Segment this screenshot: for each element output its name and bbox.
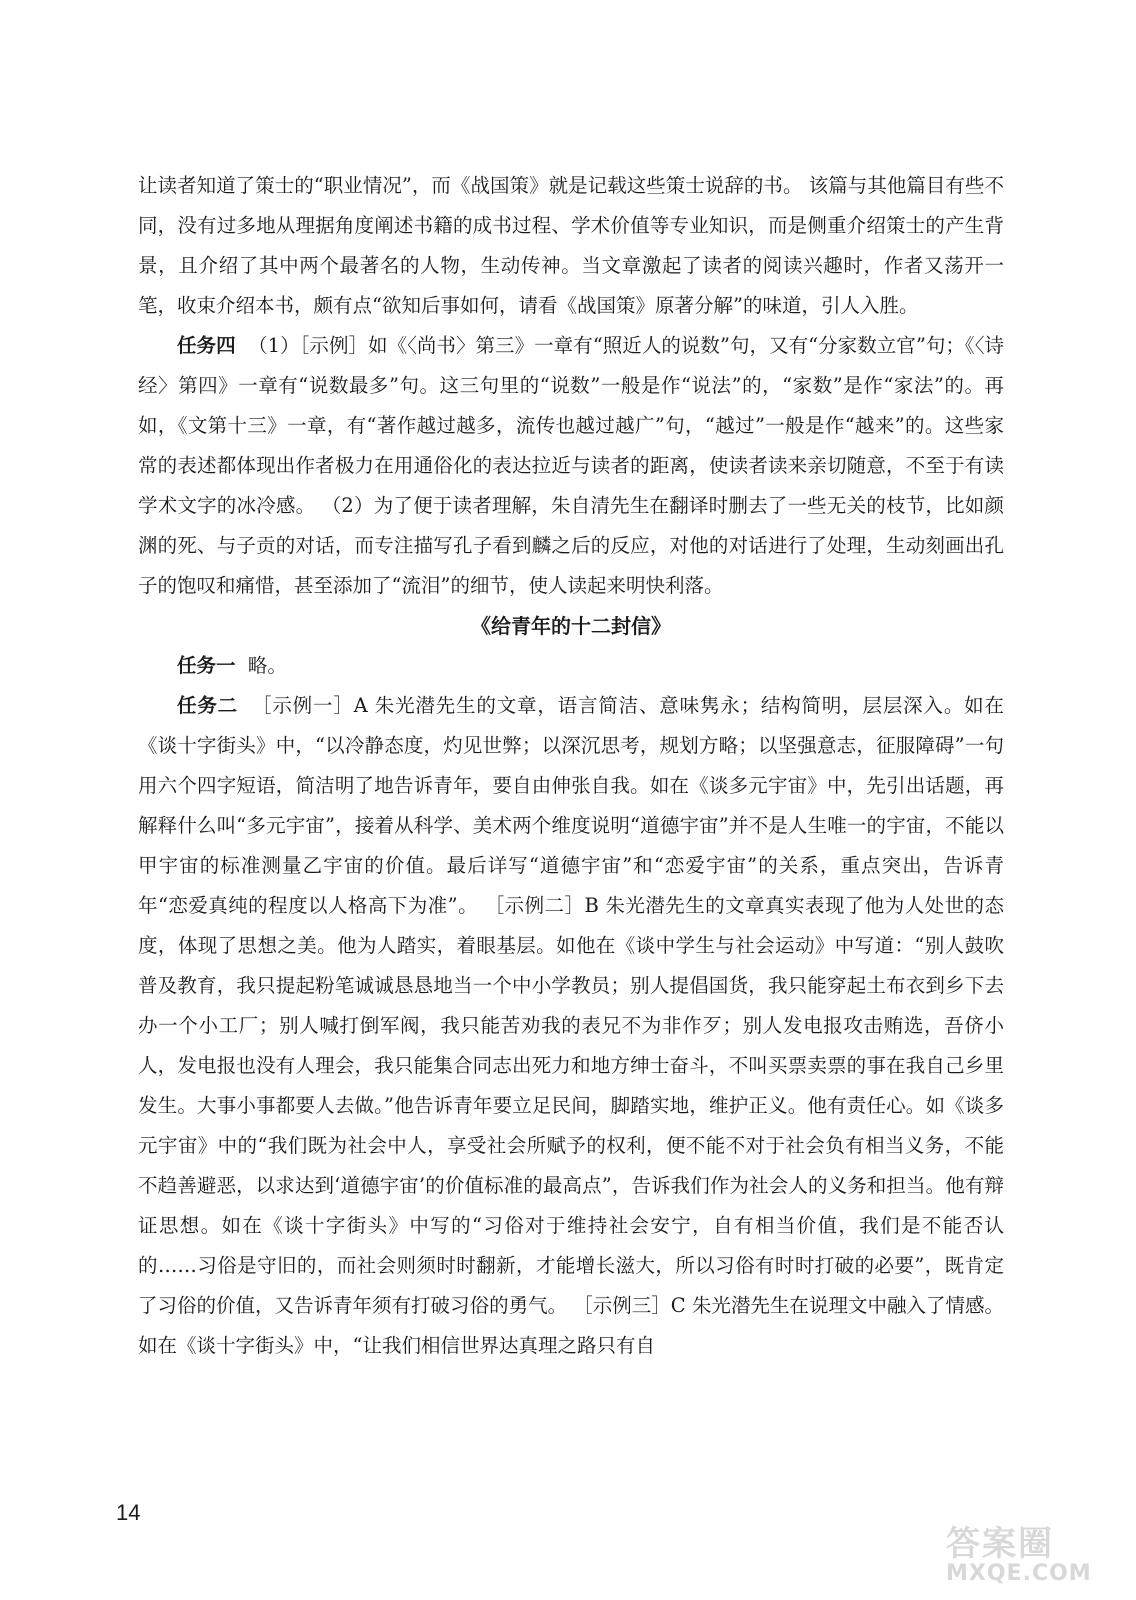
paragraph-task-one	[138, 646, 1004, 686]
answer-text-block	[138, 166, 1004, 1366]
page-number: 14	[116, 1500, 141, 1525]
paragraph-text: 略。	[247, 654, 287, 677]
paragraph-continuation	[138, 166, 1004, 326]
section-heading: 《给青年的十二封信》	[471, 614, 671, 638]
paragraph-task-two	[138, 686, 1004, 1366]
task-label: 任务二	[177, 694, 238, 717]
paragraph-text: 让读者知道了策士的“职业情况”，而《战国策》就是记载这些策士说辞的书。 该篇与其他篇目有些不同，没有过多地从理据角度阐述书籍的成书过程、学术价值等专业知识，而是侧重介绍策士的产生背景，且介绍了其中两个最著名的人物，生动传神。当文章激起了读者的阅读兴趣时，作者又荡开一笔，收束介绍本书，颇有点“欲知后事如何，请看《战国策》原著分解”的味道，引人入胜。	[138, 174, 1004, 317]
task-label: 任务四	[177, 334, 236, 357]
paragraph-text: （1）［示例］如《〈尚书〉第三》一章有“照近人的说数”句，又有“分家数立官”句；《〈诗经〉第四》一章有“说数最多”句。这三句里的“说数”一般是作“说法”的，“家数”是作“家法”的。再如，《文第十三》一章，有“著作越过越多，流传也越过越广”句，“越过”一般是作“越来”的。这些家常的表述都体现出作者极力在用通俗化的表达拉近与读者的距离，使读者读来亲切随意，不至于有读学术文字的冰冷感。 （2）为了便于读者理解，朱自清先生在翻译时删去了一些无关的枝节，比如颜渊的死、与子贡的对话，而专注描写孔子看到麟之后的反应，对他的对话进行了处理，生动刻画出孔子的饱叹和痛惜，甚至添加了“流泪”的细节，使人读起来明快利落。	[138, 334, 1004, 597]
watermark-logo-text: 答案圈	[946, 1524, 1054, 1564]
watermark-site-text: MXQE.COM	[946, 1561, 1092, 1586]
paragraph-text: ［示例一］A 朱光潜先生的文章，语言简洁、意味隽永；结构简明，层层深入。如在《谈十字街头》中，“以冷静态度，灼见世弊；以深沉思考，规划方略；以坚强意志，征服障碍”一句用六个四字短语，简洁明了地告诉青年，要自由伸张自我。如在《谈多元宇宙》中，先引出话题，再解释什么叫“多元宇宙”，接着从科学、美术两个维度说明“道德宇宙”并不是人生唯一的宇宙，不能以甲宇宙的标准测量乙宇宙的价值。最后详写“道德宇宙”和“恋爱宇宙”的关系，重点突出，告诉青年“恋爱真纯的程度以人格高下为准”。 ［示例二］B 朱光潜先生的文章真实表现了他为人处世的态度，体现了思想之美。他为人踏实，着眼基层。如他在《谈中学生与社会运动》中写道：“别人鼓吹普及教育，我只提起粉笔诚诚恳恳地当一个中小学教员；别人提倡国货，我只能穿起土布衣到乡下去办一个小工厂；别人喊打倒军阀，我只能苦劝我的表兄不为非作歹；别人发电报攻击贿选，吾侪小人，发电报也没有人理会，我只能集合同志出死力和地方绅士奋斗，不叫买票卖票的事在我自己乡里发生。大事小事都要人去做。”他告诉青年要立足民间，脚踏实地，维护正义。他有责任心。如《谈多元宇宙》中的“我们既为社会中人，享受社会所赋予的权利，便不能不对于社会负有相当义务，不能不趋善避恶，以求达到‘道德宇宙’的价值标准的最高点”，告诉我们作为社会人的义务和担当。他有辩证思想。如在《谈十字街头》中写的“习俗对于维持社会安宁，自有相当价值，我们是不能否认的……习俗是守旧的，而社会则须时时翻新，才能增长滋大，所以习俗有时时打破的必要”，既肯定了习俗的价值，又告诉青年须有打破习俗的勇气。 ［示例三］C 朱光潜先生在说理文中融入了情感。如在《谈十字街头》中，“让我们相信世界达真理之路只有自	[138, 694, 1004, 1357]
task-label: 任务一	[177, 654, 236, 677]
watermark-logo	[946, 1516, 1116, 1586]
paragraph-task-four	[138, 326, 1004, 606]
